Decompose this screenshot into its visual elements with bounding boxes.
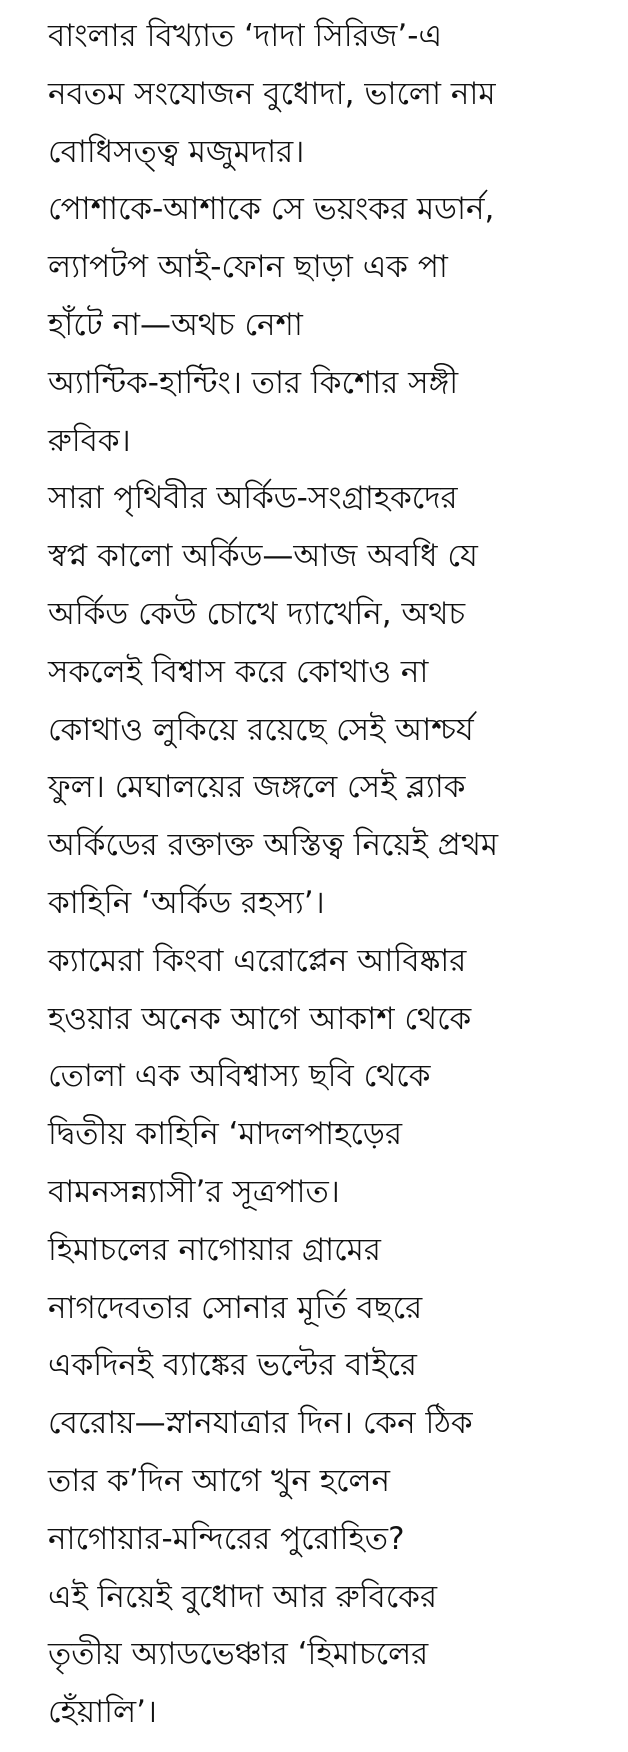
text-line: কোথাও লুকিয়ে রয়েছে সেই আশ্চর্য [48,711,474,748]
text-line: রুবিক। [48,422,131,459]
text-line: হওয়ার অনেক আগে আকাশ থেকে [48,1000,472,1037]
text-line: একদিনই ব্যাঙ্কের ভল্টের বাইরে [48,1347,417,1384]
text-line: তোলা এক অবিশ্বাস্য ছবি থেকে [48,1058,431,1095]
text-line: তৃতীয় অ্যাডভেঞ্চার ‘হিমাচলের [48,1636,429,1673]
text-line: পোশাকে-আশাকে সে ভয়ংকর মডার্ন, [48,191,495,228]
blurb-text [48,8,618,1742]
text-line: হেঁয়ালি’। [48,1694,158,1731]
text-line: এই নিয়েই বুধোদা আর রুবিকের [48,1578,438,1615]
text-line: স্বপ্ন কালো অর্কিড—আজ অবধি যে [48,538,478,575]
text-line: হিমাচলের নাগোয়ার গ্রামের [48,1231,381,1268]
text-line: বাংলার বিখ্যাত ‘দাদা সিরিজ’-এ [48,18,443,54]
text-line: অর্কিড কেউ চোখে দ্যাখেনি, অথচ [48,595,466,632]
text-line: বামনসন্ন্যাসী’র সূত্রপাত। [48,1173,340,1210]
text-line: অর্কিডের রক্তাক্ত অস্তিত্ব নিয়েই প্রথম [48,827,499,864]
text-line: নবতম সংযোজন বুধোদা, ভালো নাম [48,75,496,112]
text-line: দ্বিতীয় কাহিনি ‘মাদলপাহড়ের [48,1116,402,1153]
text-line: সকলেই বিশ্বাস করে কোথাও না [48,653,429,690]
text-line: নাগোয়ার-মন্দিরের পুরোহিত? [48,1520,405,1557]
text-line: নাগদেবতার সোনার মূর্তি বছরে [48,1289,423,1326]
text-line: ল্যাপটপ আই-ফোন ছাড়া এক পা [48,249,448,286]
text-line: ফুল। মেঘালয়ের জঙ্গলে সেই ব্ল্যাক [48,769,466,806]
text-line: ক্যামেরা কিংবা এরোপ্লেন আবিষ্কার [48,942,467,979]
text-line: বোধিসত্ত্ব মজুমদার। [48,133,305,170]
text-line: বেরোয়—স্নানযাত্রার দিন। কেন ঠিক [48,1405,473,1442]
text-line: কাহিনি ‘অর্কিড রহস্য’। [48,884,325,921]
text-line: তার ক’দিন আগে খুন হলেন [48,1462,391,1499]
text-line: অ্যান্টিক-হান্টিং। তার কিশোর সঙ্গী [48,364,459,401]
text-line: হাঁটে না—অথচ নেশা [48,306,303,343]
text-line: সারা পৃথিবীর অর্কিড-সংগ্রাহকদের [48,480,458,517]
